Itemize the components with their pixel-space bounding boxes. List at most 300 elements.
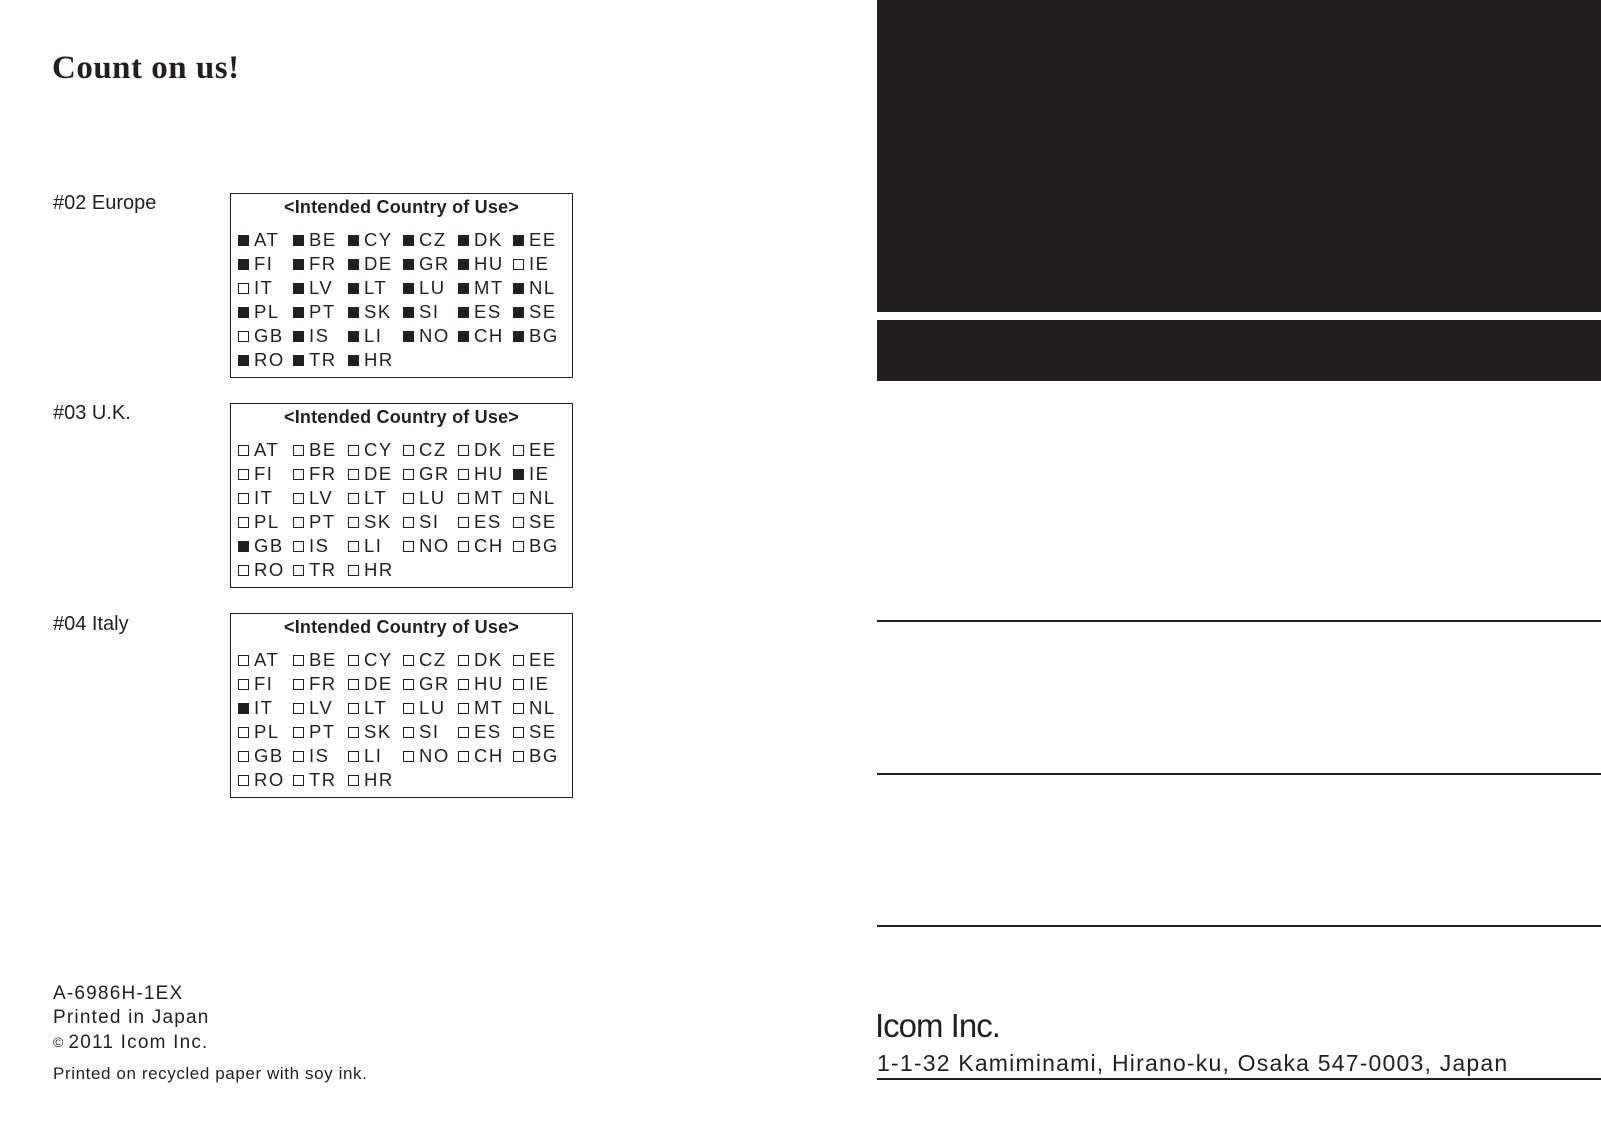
country-code: SI	[419, 301, 440, 322]
country-code: CY	[364, 439, 393, 460]
country-code: LI	[364, 535, 383, 556]
country-de	[348, 253, 393, 275]
country-gb	[238, 745, 284, 767]
checkbox-icon	[513, 445, 524, 456]
checkbox-icon	[348, 283, 359, 294]
checkbox-icon	[458, 517, 469, 528]
checkbox-icon	[293, 541, 304, 552]
checkbox-icon	[403, 445, 414, 456]
model-code: A-6986H-1EX	[53, 983, 184, 1004]
checkbox-icon	[238, 307, 249, 318]
country-code: SE	[529, 721, 557, 742]
country-box-title: <Intended Country of Use>	[283, 197, 520, 217]
country-code: IS	[309, 745, 330, 766]
country-be	[293, 649, 337, 671]
country-de	[348, 463, 393, 485]
country-code: NO	[419, 325, 450, 346]
checkbox-icon	[403, 679, 414, 690]
recycled-note: Printed on recycled paper with soy ink.	[53, 1064, 368, 1083]
country-code: SK	[364, 301, 392, 322]
country-code: LT	[364, 487, 388, 508]
checkbox-icon	[238, 565, 249, 576]
country-se	[513, 511, 557, 533]
country-code: LU	[419, 697, 446, 718]
country-hr	[348, 349, 394, 371]
checkbox-icon	[513, 655, 524, 666]
country-cy	[348, 649, 393, 671]
country-box	[230, 193, 573, 378]
checkbox-icon	[293, 331, 304, 342]
country-de	[348, 673, 393, 695]
country-code: ES	[474, 721, 502, 742]
country-code: DK	[474, 229, 503, 250]
country-code: ES	[474, 301, 502, 322]
country-code: HU	[474, 463, 504, 484]
checkbox-icon	[293, 283, 304, 294]
country-code: EE	[529, 229, 557, 250]
country-cz	[403, 229, 447, 251]
country-at	[238, 649, 279, 671]
country-be	[293, 229, 337, 251]
checkbox-icon	[403, 307, 414, 318]
country-code: IE	[529, 253, 550, 274]
checkbox-icon	[293, 493, 304, 504]
divider-line	[877, 773, 1601, 775]
version-label: #03 U.K.	[53, 402, 131, 424]
country-code: IS	[309, 325, 330, 346]
country-is	[293, 325, 329, 347]
country-gr	[403, 253, 450, 275]
country-code: HR	[364, 349, 394, 370]
checkbox-icon	[348, 469, 359, 480]
country-code: PT	[309, 511, 336, 532]
country-code: GR	[419, 673, 450, 694]
divider-line	[877, 620, 1601, 622]
checkbox-icon	[513, 703, 524, 714]
checkbox-icon	[293, 727, 304, 738]
country-code: PL	[254, 511, 280, 532]
cover-black-band	[877, 320, 1601, 381]
checkbox-icon	[403, 541, 414, 552]
checkbox-icon	[238, 727, 249, 738]
country-code: LI	[364, 745, 383, 766]
country-bg	[513, 325, 559, 347]
country-code: FR	[309, 463, 337, 484]
country-code: PT	[309, 721, 336, 742]
country-code: LV	[309, 277, 334, 298]
checkbox-icon	[458, 259, 469, 270]
country-code: HU	[474, 673, 504, 694]
country-code: CH	[474, 325, 504, 346]
checkbox-icon	[238, 283, 249, 294]
checkbox-icon	[513, 469, 524, 480]
country-si	[403, 721, 439, 743]
country-no	[403, 745, 450, 767]
country-bg	[513, 745, 559, 767]
country-bg	[513, 535, 559, 557]
country-code: LV	[309, 487, 334, 508]
cover-black-block	[877, 0, 1601, 312]
company-address: 1-1-32 Kamiminami, Hirano-ku, Osaka 547-0003, Japan	[877, 1050, 1509, 1076]
checkbox-icon	[293, 565, 304, 576]
checkbox-icon	[348, 259, 359, 270]
checkbox-icon	[238, 445, 249, 456]
country-box-title: <Intended Country of Use>	[283, 617, 520, 637]
country-tr	[293, 559, 337, 581]
country-no	[403, 325, 450, 347]
country-code: BE	[309, 229, 337, 250]
country-es	[458, 511, 502, 533]
country-gr	[403, 673, 450, 695]
country-code: HR	[364, 559, 394, 580]
checkbox-icon	[348, 679, 359, 690]
country-code: MT	[474, 277, 504, 298]
country-code: GR	[419, 253, 450, 274]
country-nl	[513, 697, 556, 719]
checkbox-icon	[403, 331, 414, 342]
country-si	[403, 301, 439, 323]
country-se	[513, 721, 557, 743]
country-code: DK	[474, 649, 503, 670]
country-cy	[348, 439, 393, 461]
country-code: NL	[529, 277, 556, 298]
checkbox-icon	[403, 259, 414, 270]
country-es	[458, 721, 502, 743]
country-hr	[348, 769, 394, 791]
country-code: SI	[419, 511, 440, 532]
country-code: SE	[529, 511, 557, 532]
country-code: IT	[254, 697, 274, 718]
country-ee	[513, 439, 557, 461]
checkbox-icon	[238, 469, 249, 480]
country-code: CZ	[419, 229, 447, 250]
checkbox-icon	[513, 493, 524, 504]
country-code: FI	[254, 253, 274, 274]
checkbox-icon	[403, 235, 414, 246]
checkbox-icon	[238, 703, 249, 714]
checkbox-icon	[348, 235, 359, 246]
checkbox-icon	[293, 703, 304, 714]
country-code: PL	[254, 721, 280, 742]
checkbox-icon	[348, 703, 359, 714]
checkbox-icon	[348, 751, 359, 762]
slogan: Count on us!	[52, 50, 240, 86]
country-pl	[238, 301, 280, 323]
country-sk	[348, 511, 392, 533]
country-code: NL	[529, 697, 556, 718]
checkbox-icon	[238, 493, 249, 504]
country-code: MT	[474, 487, 504, 508]
country-code: PT	[309, 301, 336, 322]
country-es	[458, 301, 502, 323]
country-hr	[348, 559, 394, 581]
country-code: LV	[309, 697, 334, 718]
country-code: BG	[529, 325, 559, 346]
checkbox-icon	[293, 307, 304, 318]
checkbox-icon	[238, 259, 249, 270]
checkbox-icon	[348, 655, 359, 666]
copyright-line	[53, 1030, 209, 1055]
country-code: EE	[529, 439, 557, 460]
country-code: LT	[364, 697, 388, 718]
checkbox-icon	[238, 331, 249, 342]
country-code: FI	[254, 673, 274, 694]
country-pt	[293, 721, 336, 743]
checkbox-icon	[238, 541, 249, 552]
checkbox-icon	[238, 235, 249, 246]
country-lu	[403, 277, 446, 299]
country-it	[238, 697, 273, 719]
country-lv	[293, 277, 333, 299]
country-lt	[348, 487, 387, 509]
checkbox-icon	[348, 727, 359, 738]
checkbox-icon	[458, 445, 469, 456]
checkbox-icon	[458, 655, 469, 666]
country-ee	[513, 649, 557, 671]
country-code: AT	[254, 229, 280, 250]
checkbox-icon	[458, 727, 469, 738]
country-no	[403, 535, 450, 557]
country-ie	[513, 463, 549, 485]
country-fr	[293, 253, 337, 275]
country-pl	[238, 511, 280, 533]
country-code: IE	[529, 673, 550, 694]
country-code: MT	[474, 697, 504, 718]
checkbox-icon	[238, 655, 249, 666]
country-code: DK	[474, 439, 503, 460]
country-code: NO	[419, 535, 450, 556]
country-box-title: <Intended Country of Use>	[283, 407, 520, 427]
country-code: LT	[364, 277, 388, 298]
country-gb	[238, 325, 284, 347]
country-code: EE	[529, 649, 557, 670]
country-code: IT	[254, 277, 274, 298]
checkbox-icon	[458, 307, 469, 318]
country-ch	[458, 325, 504, 347]
country-code: DE	[364, 253, 393, 274]
country-ro	[238, 349, 285, 371]
country-ch	[458, 745, 504, 767]
country-code: TR	[309, 349, 337, 370]
country-sk	[348, 721, 392, 743]
checkbox-icon	[403, 703, 414, 714]
country-ro	[238, 559, 285, 581]
country-at	[238, 229, 279, 251]
checkbox-icon	[293, 655, 304, 666]
country-code: GB	[254, 745, 284, 766]
country-fi	[238, 253, 273, 275]
copyright-symbol: ©	[53, 1034, 65, 1050]
checkbox-icon	[403, 469, 414, 480]
country-code: IS	[309, 535, 330, 556]
country-code: GB	[254, 535, 284, 556]
country-gb	[238, 535, 284, 557]
checkbox-icon	[403, 751, 414, 762]
country-code: DE	[364, 673, 393, 694]
copyright-text: 2011 Icom Inc.	[68, 1032, 209, 1053]
checkbox-icon	[458, 493, 469, 504]
checkbox-icon	[458, 541, 469, 552]
checkbox-icon	[513, 727, 524, 738]
checkbox-icon	[458, 469, 469, 480]
checkbox-icon	[513, 679, 524, 690]
country-lv	[293, 697, 333, 719]
country-code: IT	[254, 487, 274, 508]
checkbox-icon	[348, 541, 359, 552]
country-it	[238, 487, 273, 509]
country-code: CZ	[419, 649, 447, 670]
country-code: TR	[309, 769, 337, 790]
divider-line	[877, 925, 1601, 927]
country-lt	[348, 277, 387, 299]
country-code: RO	[254, 559, 285, 580]
country-code: CY	[364, 229, 393, 250]
country-se	[513, 301, 557, 323]
country-code: BE	[309, 649, 337, 670]
checkbox-icon	[458, 679, 469, 690]
country-be	[293, 439, 337, 461]
checkbox-icon	[403, 655, 414, 666]
checkbox-icon	[513, 751, 524, 762]
country-is	[293, 745, 329, 767]
country-code: LU	[419, 277, 446, 298]
country-dk	[458, 229, 503, 251]
country-cz	[403, 439, 447, 461]
country-pl	[238, 721, 280, 743]
country-code: LU	[419, 487, 446, 508]
country-tr	[293, 769, 337, 791]
country-hu	[458, 673, 504, 695]
country-mt	[458, 697, 504, 719]
country-cz	[403, 649, 447, 671]
checkbox-icon	[238, 355, 249, 366]
checkbox-icon	[238, 517, 249, 528]
country-is	[293, 535, 329, 557]
country-lv	[293, 487, 333, 509]
country-mt	[458, 487, 504, 509]
checkbox-icon	[458, 703, 469, 714]
checkbox-icon	[293, 469, 304, 480]
country-dk	[458, 439, 503, 461]
country-li	[348, 745, 382, 767]
checkbox-icon	[238, 679, 249, 690]
checkbox-icon	[403, 493, 414, 504]
checkbox-icon	[403, 283, 414, 294]
country-code: CH	[474, 535, 504, 556]
country-code: AT	[254, 649, 280, 670]
country-code: GB	[254, 325, 284, 346]
country-fi	[238, 463, 273, 485]
country-code: SK	[364, 721, 392, 742]
country-code: BE	[309, 439, 337, 460]
country-nl	[513, 277, 556, 299]
checkbox-icon	[293, 679, 304, 690]
checkbox-icon	[293, 259, 304, 270]
checkbox-icon	[458, 235, 469, 246]
country-code: TR	[309, 559, 337, 580]
checkbox-icon	[403, 517, 414, 528]
country-code: SI	[419, 721, 440, 742]
checkbox-icon	[513, 235, 524, 246]
country-box	[230, 613, 573, 798]
printed-in: Printed in Japan	[53, 1007, 210, 1028]
checkbox-icon	[348, 775, 359, 786]
country-ch	[458, 535, 504, 557]
country-code: FR	[309, 673, 337, 694]
country-pt	[293, 301, 336, 323]
checkbox-icon	[293, 235, 304, 246]
country-code: SK	[364, 511, 392, 532]
country-sk	[348, 301, 392, 323]
checkbox-icon	[348, 355, 359, 366]
checkbox-icon	[458, 331, 469, 342]
country-ie	[513, 253, 549, 275]
checkbox-icon	[348, 445, 359, 456]
country-code: NL	[529, 487, 556, 508]
country-code: ES	[474, 511, 502, 532]
company-logo: Icom Inc.	[875, 1007, 1000, 1044]
country-box	[230, 403, 573, 588]
address-underline	[877, 1078, 1601, 1080]
country-code: HR	[364, 769, 394, 790]
checkbox-icon	[348, 331, 359, 342]
country-at	[238, 439, 279, 461]
checkbox-icon	[293, 355, 304, 366]
country-fr	[293, 673, 337, 695]
country-ee	[513, 229, 557, 251]
checkbox-icon	[458, 283, 469, 294]
country-ro	[238, 769, 285, 791]
country-cy	[348, 229, 393, 251]
country-li	[348, 535, 382, 557]
checkbox-icon	[238, 751, 249, 762]
country-code: BG	[529, 535, 559, 556]
country-mt	[458, 277, 504, 299]
checkbox-icon	[293, 445, 304, 456]
checkbox-icon	[238, 775, 249, 786]
checkbox-icon	[513, 307, 524, 318]
country-gr	[403, 463, 450, 485]
country-code: FR	[309, 253, 337, 274]
country-code: AT	[254, 439, 280, 460]
checkbox-icon	[458, 751, 469, 762]
country-lt	[348, 697, 387, 719]
checkbox-icon	[293, 517, 304, 528]
country-fr	[293, 463, 337, 485]
country-code: LI	[364, 325, 383, 346]
country-it	[238, 277, 273, 299]
version-label: #04 Italy	[53, 613, 129, 635]
country-code: IE	[529, 463, 550, 484]
checkbox-icon	[348, 517, 359, 528]
country-tr	[293, 349, 337, 371]
checkbox-icon	[513, 283, 524, 294]
country-code: RO	[254, 349, 285, 370]
country-code: SE	[529, 301, 557, 322]
country-code: BG	[529, 745, 559, 766]
country-hu	[458, 253, 504, 275]
country-nl	[513, 487, 556, 509]
country-code: CH	[474, 745, 504, 766]
checkbox-icon	[513, 259, 524, 270]
country-dk	[458, 649, 503, 671]
checkbox-icon	[513, 517, 524, 528]
checkbox-icon	[513, 331, 524, 342]
country-code: CY	[364, 649, 393, 670]
country-code: FI	[254, 463, 274, 484]
country-code: CZ	[419, 439, 447, 460]
country-code: NO	[419, 745, 450, 766]
